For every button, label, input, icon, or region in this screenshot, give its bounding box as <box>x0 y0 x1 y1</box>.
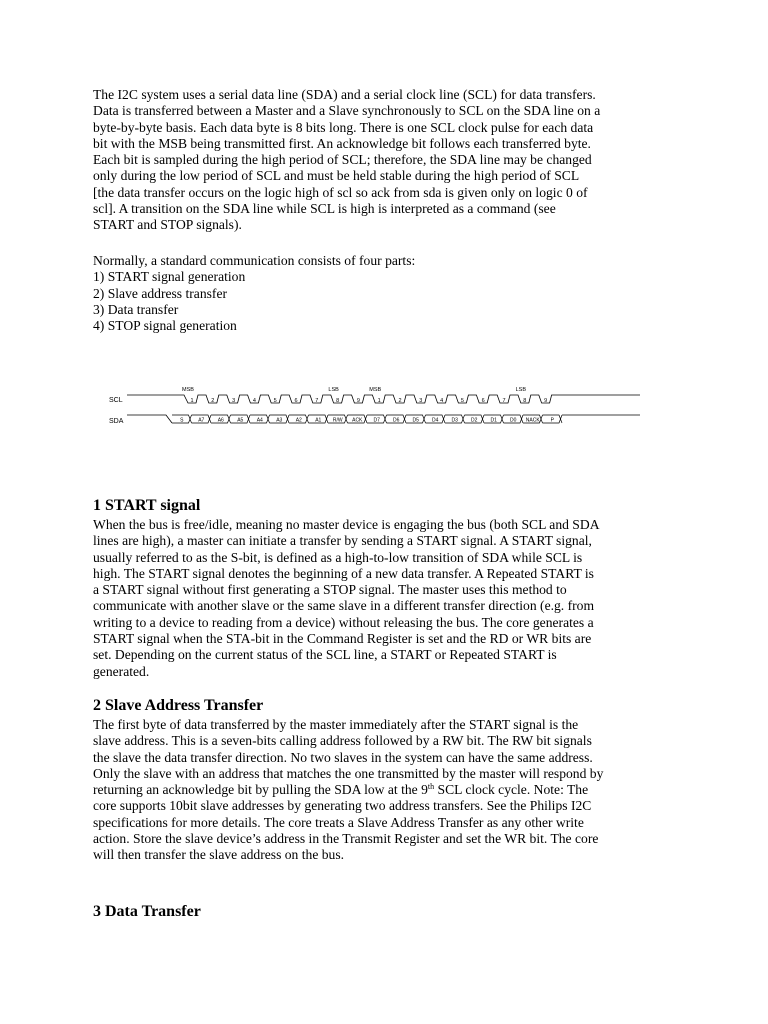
sda-cell-label: D0 <box>510 417 517 424</box>
clock-number: 3 <box>232 398 236 404</box>
sda-cell-label: A4 <box>256 417 263 424</box>
section2-line: specifications for more details. The core treats a Slave Address Transfer as any other write <box>93 814 584 830</box>
clock-number: 8 <box>523 398 527 404</box>
sda-cell-label: A7 <box>198 417 205 424</box>
parts-list <box>93 253 693 334</box>
section1-line: usually referred to as the S-bit, is defined as a high-to-low transition of SDA while SCL is <box>93 549 583 565</box>
sda-cell-label: A1 <box>315 417 322 424</box>
clock-number: 1 <box>377 398 381 404</box>
sda-start-edge <box>127 415 172 423</box>
parts-item: 3) Data transfer <box>93 301 179 317</box>
section2-paragraph <box>93 717 693 864</box>
sda-cell-label: D7 <box>373 417 380 424</box>
clock-number: 3 <box>419 398 423 404</box>
sda-cell-label: A5 <box>237 417 244 424</box>
section2-line: The first byte of data transferred by the master immediately after the START signal is the <box>93 717 579 732</box>
section2-line <box>93 782 693 798</box>
section2-line5-text-end: SCL clock cycle. Note: The <box>434 782 589 798</box>
section1-line: lines are high), a master can initiate a transfer by sending a START signal. A START signal, <box>93 533 592 549</box>
section3-heading: 3 Data Transfer <box>93 903 201 920</box>
superscript-th: th <box>427 782 435 792</box>
intro-line: scl]. A transition on the SDA line while SCL is high is interpreted as a command (see <box>93 201 556 217</box>
intro-line: bit with the MSB being transmitted first. An acknowledge bit follows each transferred byte. <box>93 135 591 151</box>
scl-waveform <box>127 395 640 404</box>
sda-cell-label: NACK <box>525 417 540 424</box>
clock-number: 5 <box>273 398 277 404</box>
clock-number: 7 <box>315 398 319 404</box>
clock-number: 5 <box>460 398 464 404</box>
section2-line: core supports 10bit slave addresses by generating two address transfers. See the Philips I2C <box>93 798 592 814</box>
sda-cell-label: D6 <box>393 417 400 424</box>
section2-line: slave address. This is a seven-bits calling address followed by a RW bit. The RW bit signals <box>93 733 592 749</box>
section1-line: a START signal without first generating a STOP signal. The master uses this method to <box>93 582 567 598</box>
sda-cell-label: R/W <box>332 417 343 424</box>
sda-cell-label: D1 <box>490 417 497 424</box>
bit-labels <box>182 387 526 393</box>
intro-line: [the data transfer occurs on the logic high of scl so ack from sda is given only on logic 0 of <box>93 184 588 200</box>
sda-cell-label: P <box>550 417 554 424</box>
section1-line: set. Depending on the current status of the SCL line, a START or Repeated START is <box>93 647 557 663</box>
bit-label: MSB <box>369 387 382 393</box>
section2-line: action. Store the slave device’s address in the Transmit Register and set the WR bit. The core <box>93 831 599 847</box>
section1-line: communicate with another slave or the same slave in a different transfer direction (e.g. from <box>93 598 595 614</box>
section2-line: the slave the data transfer direction. No two slaves in the system can have the same address. <box>93 749 593 765</box>
section2-heading: 2 Slave Address Transfer <box>93 697 264 714</box>
clock-number: 9 <box>356 398 360 404</box>
sda-cell-label: D5 <box>412 417 419 424</box>
sda-label: SDA <box>109 418 124 425</box>
bit-label: MSB <box>182 387 194 393</box>
section1-line: START signal when the STA-bit in the Command Register is set and the RD or WR bits are <box>93 631 592 647</box>
parts-item: 1) START signal generation <box>93 269 246 285</box>
intro-line: The I2C system uses a serial data line (SDA) and a serial clock line (SCL) for data transfers. <box>93 87 596 102</box>
sda-cell-label: A3 <box>276 417 283 424</box>
section2-line: Only the slave with an address that matches the one transmitted by the master will respond by <box>93 765 604 781</box>
i2c-timing-diagram <box>105 382 645 430</box>
intro-line: byte-by-byte basis. Each data byte is 8 bits long. There is one SCL clock pulse for each data <box>93 119 594 135</box>
section1-heading: 1 START signal <box>93 497 201 514</box>
sda-cell-label: D3 <box>451 417 458 424</box>
bit-label: LSB <box>515 387 527 393</box>
sda-cell-label: A6 <box>217 417 224 424</box>
sda-cell-label: ACK <box>352 417 363 424</box>
intro-line: only during the low period of SCL and must be held stable during the high period of SCL <box>93 168 580 184</box>
sda-cell-label: A2 <box>295 417 302 424</box>
clock-number: 6 <box>481 398 485 404</box>
sda-waveform <box>127 415 640 424</box>
scl-line <box>127 395 640 403</box>
section2-line: will then transfer the slave address on the bus. <box>93 847 345 863</box>
clock-number: 2 <box>398 398 402 404</box>
sda-cell-label: D4 <box>432 417 439 424</box>
parts-item: 2) Slave address transfer <box>93 285 227 301</box>
section1-line: writing to a device to reading from a device) without releasing the bus. The core generates a <box>93 614 594 630</box>
clock-number: 7 <box>502 398 506 404</box>
section1-line: generated. <box>93 663 150 679</box>
clock-number: 9 <box>544 398 548 404</box>
section1-paragraph <box>93 517 693 680</box>
parts-item: 4) STOP signal generation <box>93 318 237 334</box>
clock-number: 4 <box>440 398 444 404</box>
section1-line: high. The START signal denotes the beginning of a new data transfer. A Repeated START is <box>93 565 594 581</box>
scl-label: SCL <box>109 397 123 404</box>
clock-number: 8 <box>336 398 340 404</box>
sda-cell-label: S <box>180 417 184 424</box>
clock-number: 1 <box>190 398 194 404</box>
intro-line: START and STOP signals). <box>93 217 242 233</box>
section2-line5-text: returning an acknowledge bit by pulling the SDA low at the 9 <box>93 782 428 798</box>
parts-intro: Normally, a standard communication consists of four parts: <box>93 253 416 268</box>
clock-number: 4 <box>252 398 256 404</box>
intro-paragraph <box>93 87 693 234</box>
clock-number: 2 <box>211 398 215 404</box>
intro-line: Each bit is sampled during the high period of SCL; therefore, the SDA line may be changed <box>93 152 592 168</box>
sda-cell-label: D2 <box>471 417 478 424</box>
bit-label: LSB <box>328 387 339 393</box>
section1-line: When the bus is free/idle, meaning no master device is engaging the bus (both SCL and SDA <box>93 517 600 532</box>
clock-number: 6 <box>294 398 298 404</box>
intro-line: Data is transferred between a Master and a Slave synchronously to SCL on the SDA line on a <box>93 103 601 119</box>
